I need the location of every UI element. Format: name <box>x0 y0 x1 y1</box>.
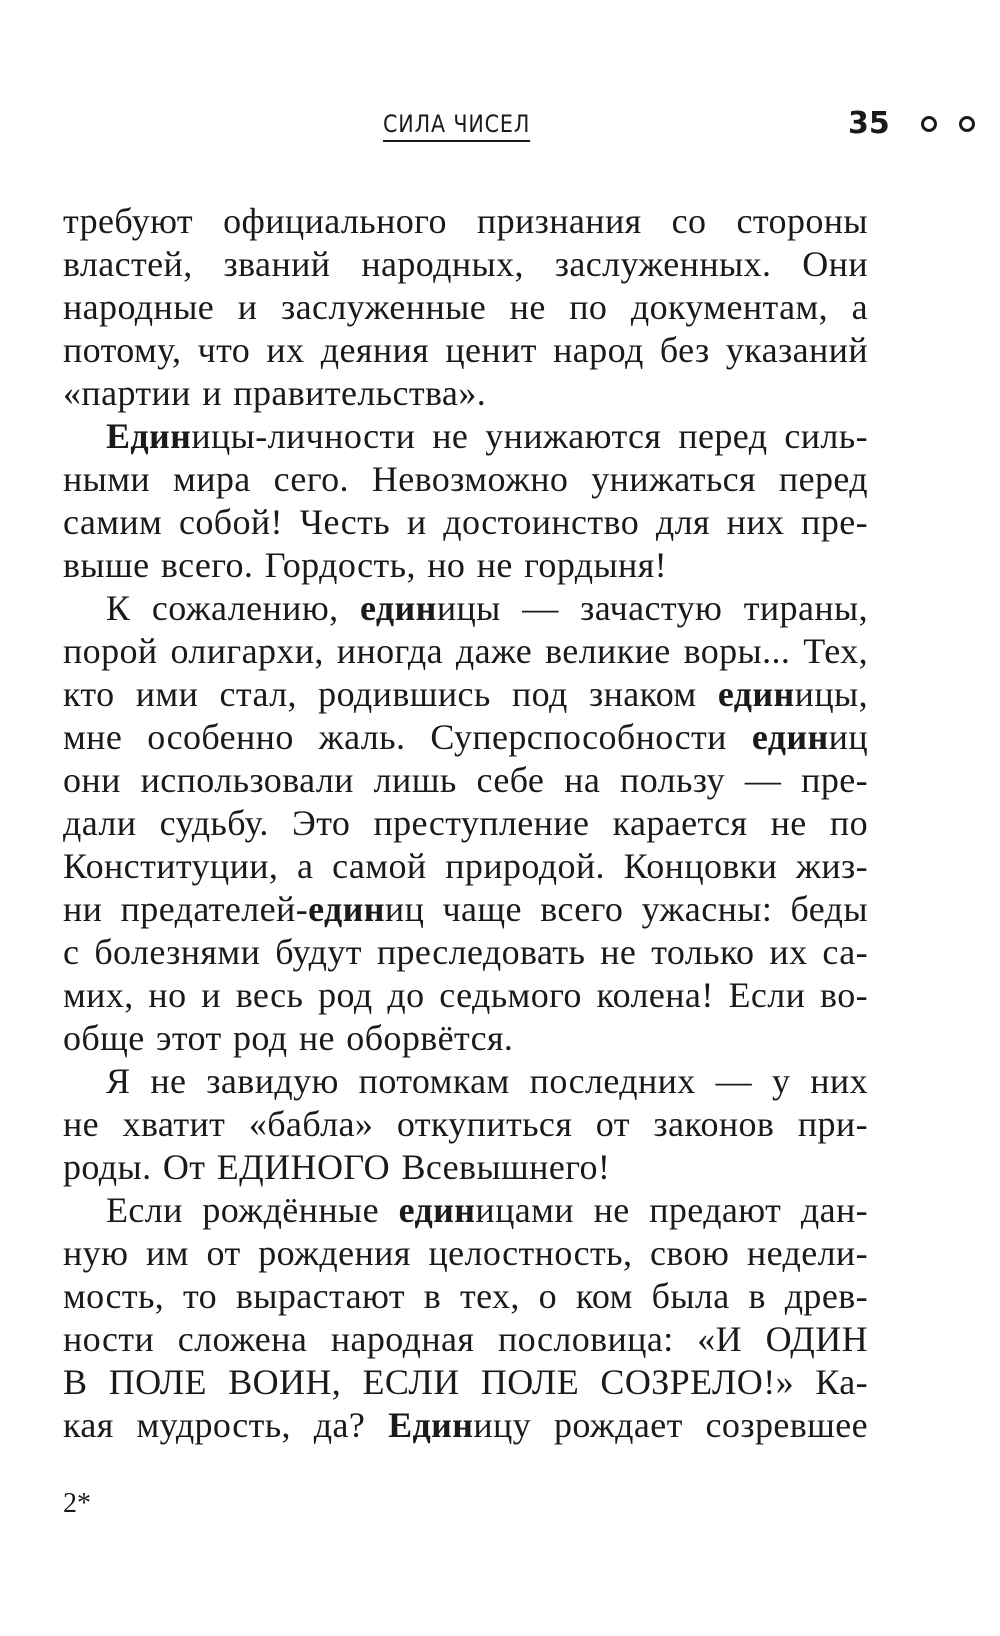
ornament-dots <box>921 116 975 132</box>
emphasis: един <box>308 889 385 929</box>
paragraph <box>63 1060 868 1189</box>
paragraph <box>63 1189 868 1447</box>
signature-mark: 2* <box>63 1488 91 1519</box>
text-line: властей, званий народных, заслуженных. Они <box>63 244 868 284</box>
text-line: выше всего. Гордость, но не гордыня! <box>63 545 668 585</box>
text-line: обще этот род не оборвётся. <box>63 1018 514 1058</box>
text-line: мость, то вырастают в тех, о ком была в древ- <box>63 1276 868 1316</box>
text-line: кая мудрость, да? Единицу рождает созревшее <box>63 1405 868 1445</box>
paragraph <box>63 415 868 587</box>
ornament-dot-icon <box>921 116 937 132</box>
emphasis: един <box>751 717 829 757</box>
text-line: Единицы-личности не унижаются перед силь- <box>106 416 868 456</box>
text-line: народные и заслуженные не по документам, а <box>63 287 868 327</box>
text-line: потому, что их деяния ценит народ без указаний <box>63 330 868 370</box>
running-title: СИЛА ЧИСЕЛ <box>383 110 530 142</box>
emphasis: един <box>398 1190 476 1230</box>
page-header <box>0 106 1000 150</box>
emphasis: Един <box>388 1405 474 1445</box>
text-line: не хватит «бабла» откупиться от законов при- <box>63 1104 868 1144</box>
text-line: ную им от рождения целостность, свою недели- <box>63 1233 868 1273</box>
text-line: кто ими стал, родившись под знаком единицы, <box>63 674 868 714</box>
text-line: Если рождённые единицами не предают дан- <box>106 1190 869 1230</box>
text-line: К сожалению, единицы — зачастую тираны, <box>106 588 868 628</box>
emphasis: един <box>360 588 437 628</box>
text-line: дали судьбу. Это преступление карается не по <box>63 803 868 843</box>
text-line: требуют официального признания со стороны <box>63 201 868 241</box>
text-line: ными мира сего. Невозможно унижаться перед <box>63 459 868 499</box>
text-line: роды. От ЕДИНОГО Всевышнего! <box>63 1147 611 1187</box>
ornament-dot-icon <box>959 116 975 132</box>
body-text <box>63 200 868 1447</box>
text-line: они использовали лишь себе на пользу — пре- <box>63 760 868 800</box>
text-line: Я не завидую потомкам последних — у них <box>106 1061 868 1101</box>
paragraph <box>63 587 868 1060</box>
text-line: с болезнями будут преследовать не только их са- <box>63 932 868 972</box>
paragraph <box>63 200 868 415</box>
emphasis: един <box>717 674 795 714</box>
text-line: В ПОЛЕ ВОИН, ЕСЛИ ПОЛЕ СОЗРЕЛО!» Ка- <box>63 1362 868 1402</box>
text-line: «партии и правительства». <box>63 373 487 413</box>
text-line: Конституции, а самой природой. Концовки жиз- <box>63 846 868 886</box>
text-line: самим собой! Честь и достоинство для них пре- <box>63 502 868 542</box>
page-number: 35 <box>848 106 890 141</box>
emphasis: Един <box>106 416 192 456</box>
text-line: мне особенно жаль. Суперспособности единиц <box>63 717 868 757</box>
text-line: мих, но и весь род до седьмого колена! Если во- <box>63 975 868 1015</box>
text-line: ности сложена народная пословица: «И ОДИН <box>63 1319 868 1359</box>
text-line: ни предателей-единиц чаще всего ужасны: беды <box>63 889 868 929</box>
text-line: порой олигархи, иногда даже великие воры... Тех, <box>63 631 868 671</box>
